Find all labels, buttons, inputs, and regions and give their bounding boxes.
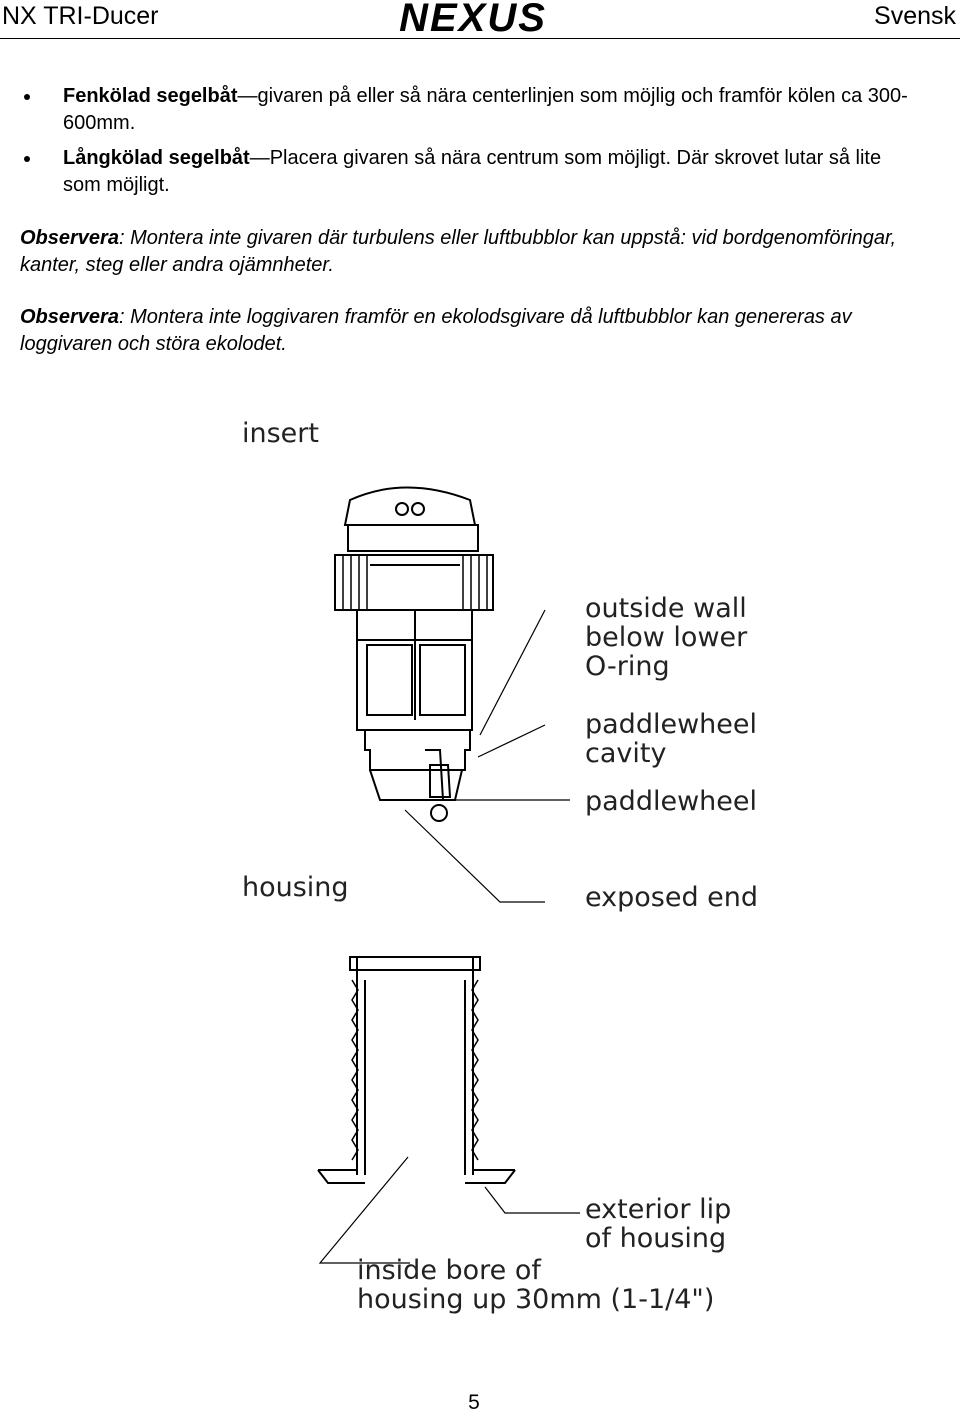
transducer-diagram	[230, 405, 770, 1325]
label-exterior-lip: exterior lip of housing	[585, 1194, 732, 1254]
label-paddlewheel-cavity: paddlewheel cavity	[585, 709, 757, 769]
note-echosounder	[20, 304, 920, 358]
label-paddlewheel: paddlewheel	[585, 786, 757, 817]
nexus-logo	[338, 0, 608, 36]
label-exposed-end: exposed end	[585, 882, 759, 913]
list-item	[20, 83, 920, 137]
page-header	[0, 0, 960, 39]
placement-list	[20, 83, 920, 207]
language-label: Svensk	[874, 2, 956, 30]
label-housing: housing	[242, 872, 349, 903]
boat-type: Långkölad segelbåt	[63, 147, 250, 169]
page-number: 5	[468, 1391, 480, 1414]
note-text: : Montera inte givaren där turbulens eller luftbubblor kan uppstå: vid bordgenomföringar, kanter, steg eller andra ojämnheter.	[20, 227, 897, 276]
boat-type: Fenkölad segelbåt	[63, 85, 238, 107]
dash: —	[249, 147, 270, 169]
note-lead: Observera	[20, 227, 119, 249]
placement-text: Placera givaren så nära centrum som möjligt. Där skrovet lutar så lite som möjligt.	[63, 147, 882, 196]
dash: —	[237, 85, 258, 107]
label-inside-bore: inside bore of housing up 30mm (1-1/4")	[357, 1255, 715, 1315]
transducer-drawing	[230, 405, 770, 1325]
note-turbulence	[20, 225, 920, 279]
note-text: : Montera inte loggivaren framför en ekolodsgivare då luftbubblor kan genereras av loggivaren och störa ekolodet.	[20, 306, 852, 355]
product-title: NX TRI-Ducer	[2, 2, 159, 30]
list-item	[20, 145, 920, 199]
label-insert: insert	[242, 418, 319, 449]
note-lead: Observera	[20, 306, 119, 328]
label-outside-wall: outside wall below lower O-ring	[585, 593, 748, 682]
placement-text: givaren på eller så nära centerlinjen som möjlig och framför kölen ca 300-600mm.	[63, 85, 908, 134]
svg-text:NEXUS: NEXUS	[399, 0, 547, 36]
